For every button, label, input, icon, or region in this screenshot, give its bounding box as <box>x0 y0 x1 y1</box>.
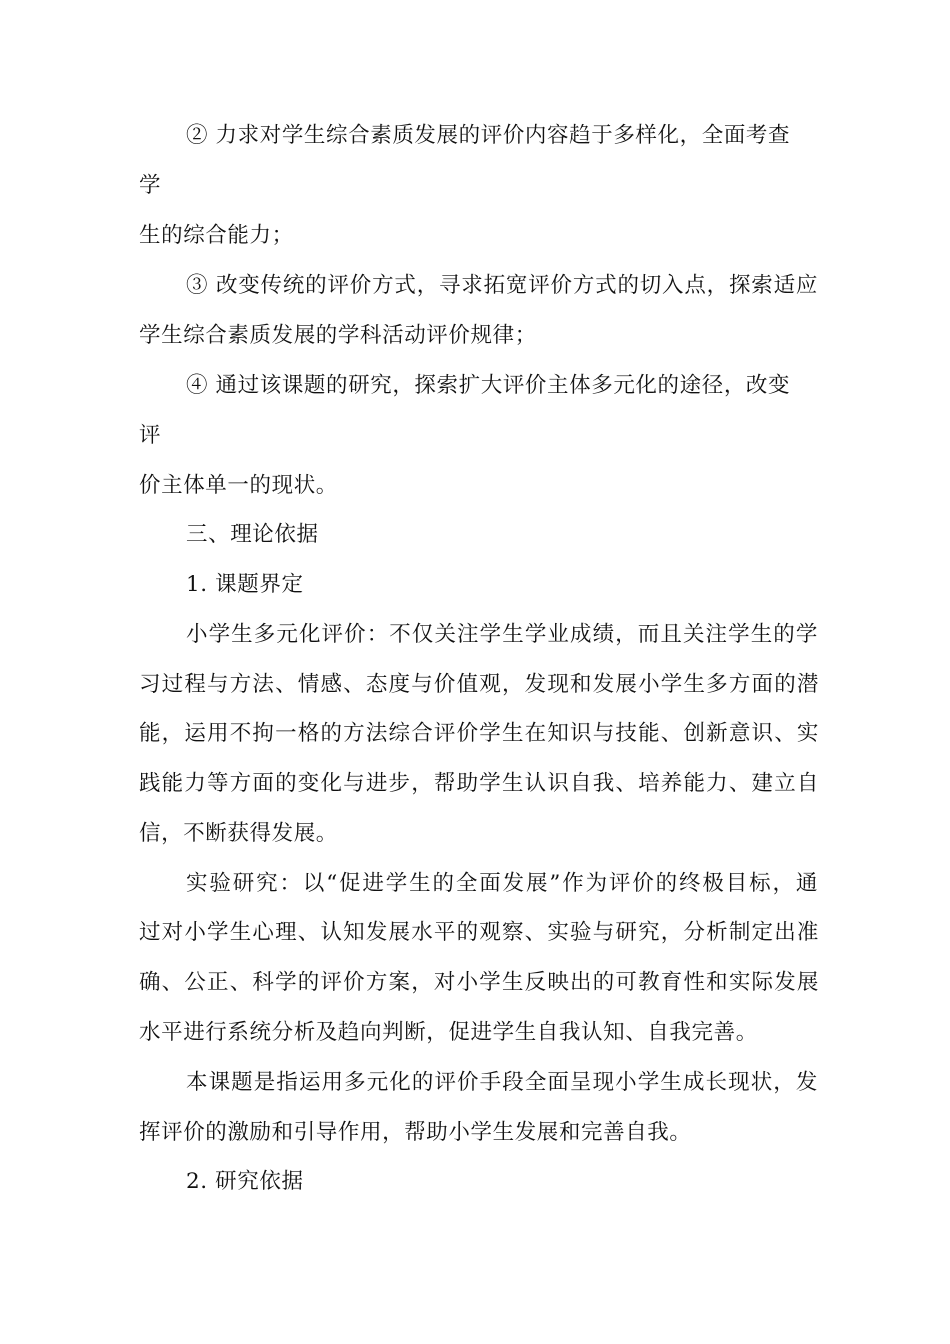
paragraph-2-line-1: 实验研究：以“促进学生的全面发展”作为评价的终极目标，通 <box>186 871 818 896</box>
paragraph-1-line-1: 小学生多元化评价：不仅关注学生学业成绩，而且关注学生的学 <box>186 622 818 647</box>
section-heading-theory: 三、理论依据 <box>186 522 319 547</box>
paragraph-2-line-4: 水平进行系统分析及趋向判断，促进学生自我认知、自我完善。 <box>139 1020 758 1045</box>
goal-4-line-3: 价主体单一的现状。 <box>139 473 338 498</box>
paragraph-1-line-5: 信，不断获得发展。 <box>139 821 338 846</box>
goal-3-line-1: ③ 改变传统的评价方式，寻求拓宽评价方式的切入点，探索适应 <box>186 273 818 298</box>
goal-2-line-1: ② 力求对学生综合素质发展的评价内容趋于多样化，全面考查 <box>186 123 791 148</box>
goal-2-line-2: 学 <box>139 173 162 198</box>
paragraph-3-line-1: 本课题是指运用多元化的评价手段全面呈现小学生成长现状，发 <box>186 1070 818 1095</box>
subheading-research-basis: 2. 研究依据 <box>186 1169 304 1194</box>
paragraph-2-line-3: 确、公正、科学的评价方案，对小学生反映出的可教育性和实际发展 <box>139 970 819 995</box>
goal-4-line-1: ④ 通过该课题的研究，探索扩大评价主体多元化的途径，改变 <box>186 373 791 398</box>
paragraph-3-line-2: 挥评价的激励和引导作用，帮助小学生发展和完善自我。 <box>139 1120 692 1145</box>
paragraph-2-line-2: 过对小学生心理、认知发展水平的观察、实验与研究，分析制定出准 <box>139 920 819 945</box>
subheading-topic-definition: 1. 课题界定 <box>186 572 304 597</box>
paragraph-1-line-4: 践能力等方面的变化与进步，帮助学生认识自我、培养能力、建立自 <box>139 771 819 796</box>
paragraph-1-line-2: 习过程与方法、情感、态度与价值观，发现和发展小学生多方面的潜 <box>139 672 819 697</box>
goal-4-line-2: 评 <box>139 423 162 448</box>
paragraph-1-line-3: 能，运用不拘一格的方法综合评价学生在知识与技能、创新意识、实 <box>139 721 819 746</box>
goal-3-line-2: 学生综合素质发展的学科活动评价规律； <box>139 323 537 348</box>
goal-2-line-3: 生的综合能力； <box>139 223 294 248</box>
